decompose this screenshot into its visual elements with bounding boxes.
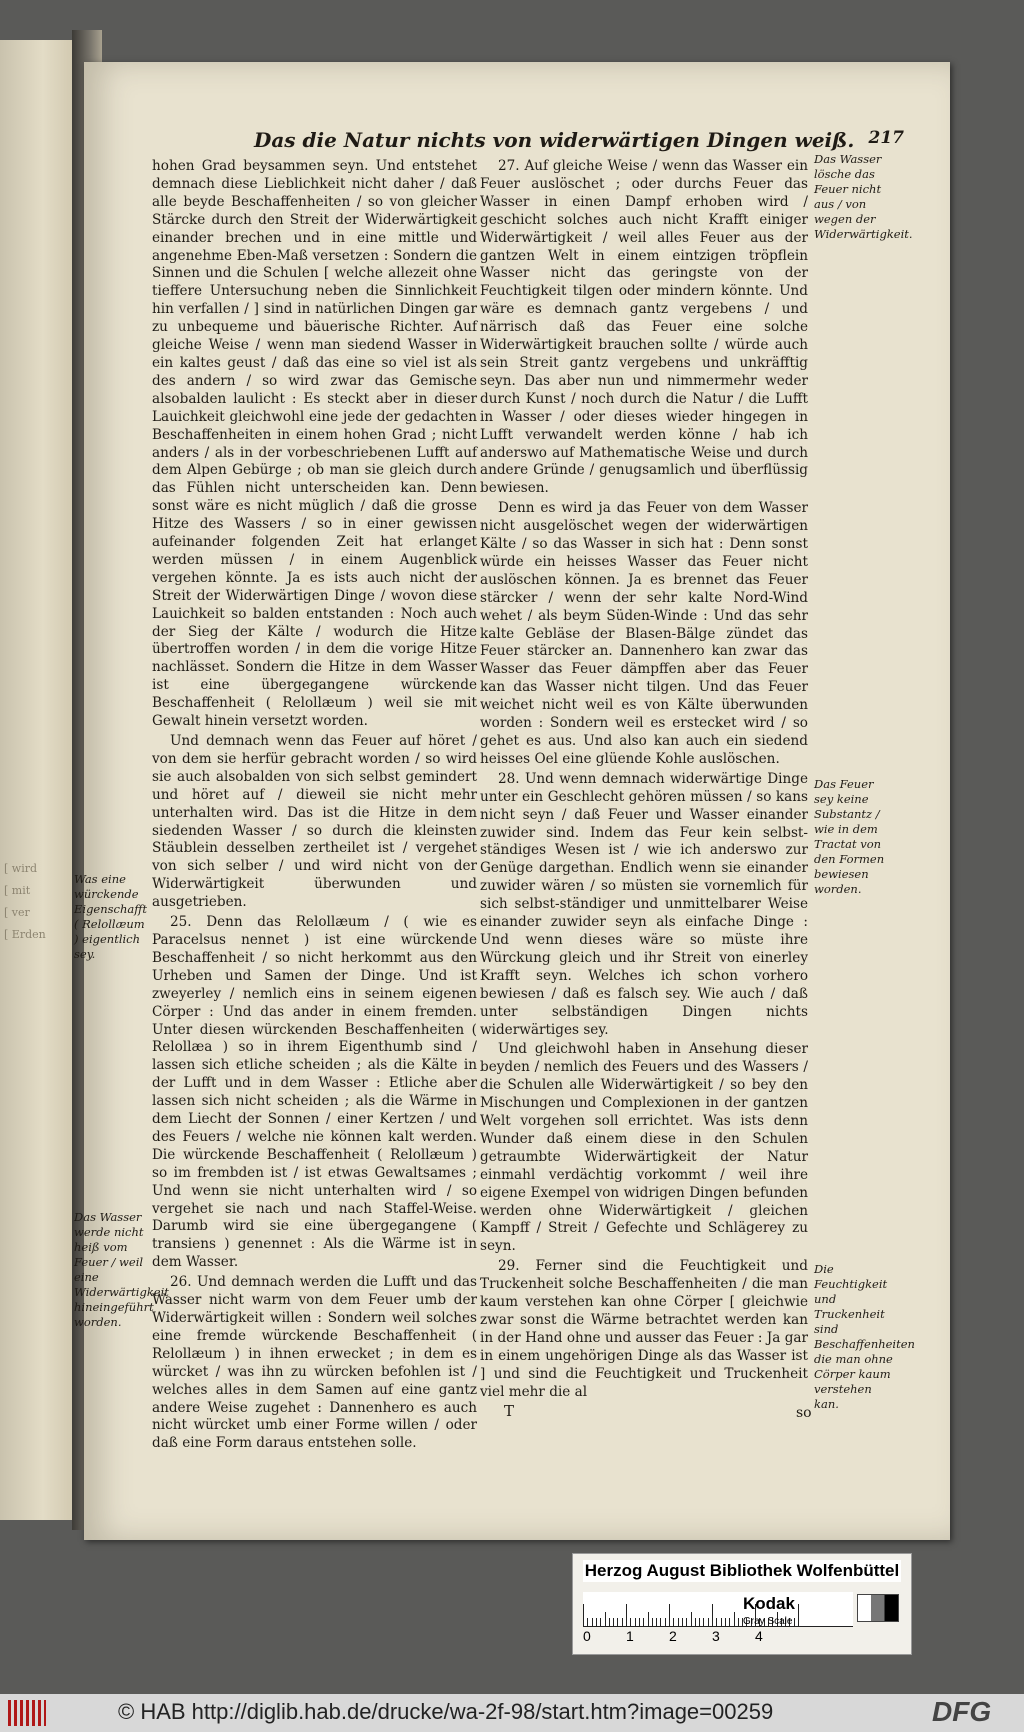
scale-tick <box>794 1618 795 1626</box>
margin-gloss: Das Feuer sey keine Substantz / wie in dem Tractat von den Formen bewiesen worden. <box>814 777 885 896</box>
scale-numbers <box>583 1628 853 1648</box>
scale-tick <box>673 1618 674 1626</box>
scale-tick <box>605 1612 606 1626</box>
scale-tick <box>738 1618 739 1626</box>
scale-tick <box>725 1618 726 1626</box>
right-text-column <box>480 158 808 1404</box>
copyright-link[interactable]: © HAB http://diglib.hab.de/drucke/wa-2f-98/start.htm?image=00259 <box>118 1699 774 1724</box>
book-page <box>74 62 950 1540</box>
scale-tick <box>617 1618 618 1626</box>
barcode-icon <box>8 1700 46 1726</box>
dfg-logo: DFG <box>932 1696 992 1727</box>
scale-tick <box>630 1618 631 1626</box>
scale-tick <box>613 1618 614 1626</box>
paragraph: Und demnach wenn das Feuer auf höret / von dem sie herfür gebracht worden / so wird sie auch alsobalden von sich selbst gemindert und höret auf / dieweil sie nicht mehr unterhalten wird. Das ist die Hitze in dem siedenden Wasser / so durch die kleinsten Stäublein desselben zertheilet ist / vergehet von sich selber / und wird nicht von der Widerwärtigkeit überwunden und ausgetrieben. <box>152 733 477 911</box>
left-text-column <box>152 158 477 1455</box>
scale-tick <box>678 1618 679 1626</box>
scale-tick <box>652 1618 653 1626</box>
scale-tick <box>686 1618 687 1626</box>
scale-tick <box>596 1618 597 1626</box>
scale-tick <box>587 1618 588 1626</box>
paragraph: 28. Und wenn demnach widerwärtige Dinge unter ein Geschlecht gehören müssen / so kans nicht seyn / daß Feuer und Wasser einander zuwider sind. Indem das Feur kein selbst-ständiges Wesen ist / wie ich anderswo zur Genüge dargethan. Endlich wenn sie einander zuwider wären / so müsten sie vornemlich für sich selbst-ständiger und unmittelbarer Weise einander zuwider seyn als einfache Dinge : Und wenn dieses wäre so müste ihre Würckung gleich und ihr Streit von einerley Krafft seyn. Welches ich schon vorhero bewiesen / daß es falsch sey. Wie auch / daß unter selbständigen Dingen nichts widerwärtiges sey. <box>480 770 808 1038</box>
paragraph: 27. Auf gleiche Weise / wenn das Wasser ein Feuer auslöschet ; oder durchs Feuer das Wasser in einen Dampf erhoben wird / geschicht solches auch nicht Krafft einiger Widerwärtigkeit / weil alles Feuer aus der gantzen Welt in einem eintzigen tröpflein Wasser nicht das geringste von der Feuchtigkeit tilgen oder mindern könnte. Und wäre es demnach gantz vergebens / und närrisch daß das Feuer eine solche Widerwärtigkeit brauchen sollte / würde auch sein Streit gantz vergebens und unkräfftig seyn. Das aber nun und nimmermehr weder durch Kunst / noch durch die Natur / die Lufft in Wasser / oder dieses wieder hingegen in Lufft verwandelt werden könne / hab ich anderswo auf Mathematische Weise und durch andere Gründe / genugsamlich und überflüssig bewiesen. <box>480 158 808 497</box>
scale-tick <box>665 1618 666 1626</box>
scale-tick <box>656 1618 657 1626</box>
scale-tick <box>600 1618 601 1626</box>
scale-tick <box>682 1618 683 1626</box>
scale-tick <box>729 1618 730 1626</box>
scale-tick <box>721 1618 722 1626</box>
scale-tick <box>639 1618 640 1626</box>
paragraph: 26. Und demnach werden die Lufft und das Wasser nicht warm von dem Feuer umb der Widerwärtigkeit willen : Sondern weil solches eine fremde würckende Beschaffenheit ( Relollæum ) in ihnen erwecket ; in dem es würcket / was ihn zu würcken befohlen ist / welches alles in dem Samen auf eine gantz andere Weise zugehet : Dannenhero es auch nicht würcket umb einer Forme willen / oder daß eine Form daraus entstehen solle. <box>152 1274 477 1452</box>
scale-tick <box>626 1604 627 1626</box>
paragraph: hohen Grad beysammen seyn. Und entstehet demnach diese Lieblichkeit nicht daher / daß alle beyde Beschaffenheiten / so von gleicher Stärcke durch den Streit der Widerwärtigkeit einander brechen und in eine mittle und angenehme Eben-Maß versetzen : Sondern die Sinnen und die Schulen [ welche allezeit ohne tieffere Untersuchung neben die Sinnlichkeit hin verfallen / ] sind in natürlichen Dingen gar zu unbequeme und bäuerische Richter. Auf gleiche Weise / wenn man siedend Wasser in ein kaltes geust / daß das eine so viel ist als des andern / so wird zwar das Gemische alsobalden laulicht : Es steckt aber in dieser Lauichkeit gleichwohl eine jede der gedachten Beschaffenheiten in einem hohen Grad ; nicht anders / als in der vorbeschriebenen Lufft auf dem Alpen Gebürge ; ob man sie gleich durch das Fühlen nicht unterscheiden kan. Denn sonst wäre es nicht müglich / daß die grosse Hitze des Wassers / so in einer gewissen aufeinander folgenden Zeit hat erlanget werden müssen / in einem Augenblick vergehen könnte. Ja es ists auch nicht der Streit der Widerwärtigen Dinge / wovon diese Lauichkeit so balden entstanden : Noch auch der Sieg der Kälte / wodurch die Hitze übertroffen worden / in dem die vorige Hitze nachlässet. Sondern die Hitze in dem Wasser ist eine übergegangene würckende Beschaffenheit ( Relollæum ) weil sie mit Gewalt hinein versetzt worden. <box>152 158 477 730</box>
scale-tick <box>712 1604 713 1626</box>
scale-tick <box>622 1618 623 1626</box>
margin-gloss: Die Feuchtigkeit und Truckenheit sind Beschaffenheiten die man ohne Cörper kaum verstehen kan. <box>814 1262 915 1411</box>
gray-swatch <box>857 1594 899 1622</box>
margin-gloss: Das Wasser werde nicht heiß vom Feuer / weil eine Widerwärtigkeit hineingeführt worden. <box>74 1210 169 1329</box>
ghost-margin-text: [ mit <box>4 884 31 897</box>
scale-number: 2 <box>669 1628 677 1644</box>
scale-tick <box>734 1612 735 1626</box>
scale-tick <box>695 1618 696 1626</box>
scale-tick <box>669 1604 670 1626</box>
scale-number: 3 <box>712 1628 720 1644</box>
adjacent-page-edge <box>0 40 78 1520</box>
paragraph: 29. Ferner sind die Feuchtigkeit und Truckenheit solche Beschaffenheiten / die man kaum verstehen kan ohne Cörper [ gleichwie zwar sonst die Wärme betrachtet werden kan in der Hand ohne und ausser das Feuer : Ja gar in einem ungehörigen Dinge als das Wasser ist ] und sind die Feuchtigkeit und Truckenheit viel mehr die al <box>480 1258 808 1400</box>
margin-gloss: Was eine würckende Eigenschafft ( Relollæum ) eigentlich sey. <box>74 872 148 961</box>
scale-number: 0 <box>583 1628 591 1644</box>
margin-gloss: Das Wasser lösche das Feuer nicht aus / von wegen der Widerwärtigkeit. <box>814 152 913 241</box>
scale-tick <box>691 1612 692 1626</box>
scale-number: 4 <box>755 1628 763 1644</box>
catchword: so <box>796 1405 812 1421</box>
page-number: 217 <box>868 128 904 148</box>
scale-number: 1 <box>626 1628 634 1644</box>
scale-tick <box>592 1618 593 1626</box>
gray-scale-text: Gray Scale <box>743 1616 793 1627</box>
ghost-margin-text: [ wird <box>4 862 38 875</box>
footer-bar <box>0 1694 1024 1732</box>
scale-tick <box>660 1618 661 1626</box>
scale-tick <box>703 1618 704 1626</box>
scale-tick <box>648 1612 649 1626</box>
signature-mark: T <box>504 1402 515 1420</box>
kodak-brand: Kodak <box>743 1594 795 1613</box>
running-header <box>254 124 904 154</box>
scale-tick <box>609 1618 610 1626</box>
ghost-margin-text: [ Erden <box>4 928 46 941</box>
scale-tick <box>708 1618 709 1626</box>
paragraph: Denn es wird ja das Feuer von dem Wasser nicht ausgelöschet wegen der widerwärtigen Kälte / so das Wasser in sich hat : Denn sonst würde ein heisses Wasser das Feuer nicht auslöschen können. Ja es brennet das Feuer stärcker / wenn der sehr kalte Nord-Wind wehet / als beym Süden-Winde : Und das sehr kalte Gebläse der Blasen-Bälge zündet das Feuer stärcker an. Dannenhero kan zwar das Wasser das Feuer dämpffen aber das Feuer kan das Wasser nicht tilgen. Und das Feuer weichet nicht weil es von Kälte überwunden worden : Sondern weil es erstecket wird / so gehet es aus. Und also kan auch ein siedend heisses Oel eine glüende Kohle auslöschen. <box>480 500 808 767</box>
paragraph: 25. Denn das Relollæum / ( wie es Paracelsus nennet ) ist eine würckende Beschaffenheit / so nicht herkommt aus den Urheben und Samen der Dinge. Und ist zweyerley / nemlich eins in seinem eigenen Cörper : Und das ander in einem fremden. Unter diesen würckenden Beschaffenheiten ( Relollæa ) so in ihrem Eigenthumb sind / lassen sich etliche scheiden ; als die Kälte in der Lufft und in dem Wasser : Etliche aber lassen sich nicht scheiden ; als die Wärme in dem Liecht der Sonnen / einer Kertzen / und des Feuers / welche nie können kalt werden. Die würckende Beschaffenheit ( Relollæum ) so im frembden ist / ist etwas Gewaltsames ; Und wenn sie nicht unterhalten wird / so vergehet sie nach und nach Staffel-Weise. Darumb wird sie eine übergegangene ( transiens ) genennet : Als die Wärme ist in dem Wasser. <box>152 914 477 1271</box>
measure-scale <box>583 1592 853 1627</box>
scale-tick <box>699 1618 700 1626</box>
scale-tick <box>798 1604 799 1626</box>
scale-tick <box>635 1618 636 1626</box>
scale-tick <box>643 1618 644 1626</box>
library-color-label <box>572 1553 912 1655</box>
scale-tick <box>716 1618 717 1626</box>
scale-tick <box>583 1604 584 1626</box>
paragraph: Und gleichwohl haben in Ansehung dieser beyden / nemlich des Feuers und des Wassers / die Schulen alle Widerwärtigkeit / so bey den Mischungen und Complexionen in der gantzen Welt vorgehen soll errichtet. Was ists denn Wunder daß einem diese in den Schulen getraumbte Widerwärtigkeit der Natur einmahl verdächtig vorkommt / weil ihre eigene Exempel von widrigen Dingen befunden werden ohne Widerwärtigkeit / gleichen Kampff / Streit / Gefechte und Schlägerey zu seyn. <box>480 1041 808 1255</box>
ghost-margin-text: [ ver <box>4 906 30 919</box>
running-title: Das die Natur nichts von widerwärtigen Dingen weiß. <box>254 128 855 152</box>
library-name: Herzog August Bibliothek Wolfenbüttel <box>584 1561 900 1580</box>
